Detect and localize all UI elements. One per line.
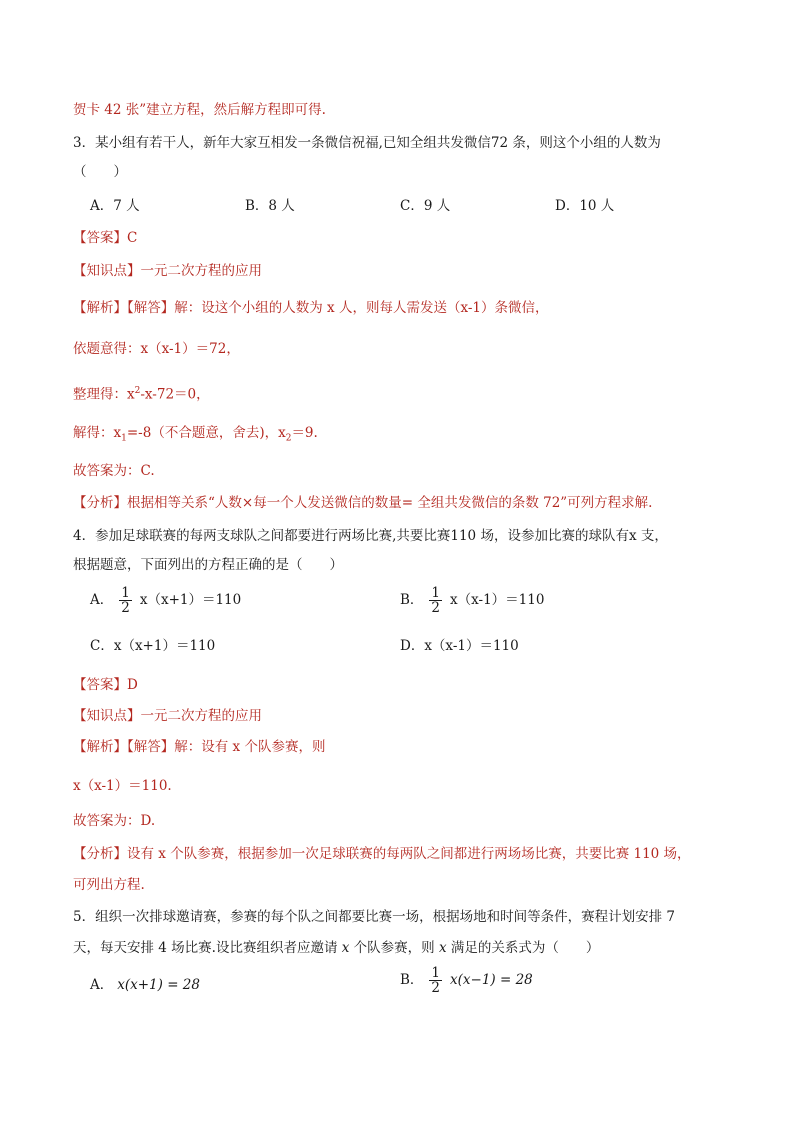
q3-fenxi: 【分析】根据相等关系“人数×每一个人发送微信的数量= 全组共发微信的条数 72”可列方程求解. [73,495,653,511]
q5-option-b: B． $\frac{1}{2}$ x(x−1) = 28 [400,965,533,996]
prev-question-tail: 贺卡 42 张”建立方程，然后解方程即可得. [73,102,326,118]
q4-conclusion: 故答案为：D. [73,813,156,829]
q5-option-b-fraction: $\frac{1}{2}$ [431,965,441,996]
q4-option-d: D．x（x-1）＝110 [400,638,519,654]
q4-fenxi-line1: 【分析】设有 x 个队参赛，根据参加一次足球联赛的每两队之间都进行两场场比赛，共要比赛 110 场， [73,846,691,862]
q5-stem-line1: 5．组织一次排球邀请赛，参赛的每个队之间都要比赛一场，根据场地和时间等条件，赛程计划安排 7 [73,909,675,925]
q4-stem-line1: 4．参加足球联赛的每两支球队之间都要进行两场比赛,共要比赛110 场，设参加比赛的球队有x 支， [73,528,668,544]
q3-step-2: 整理得：$x^2-x-72=0$， [73,386,210,403]
q3-answer: 【答案】C [73,230,138,246]
q4-analysis: 【解析】【解答】解：设有 x 个队参赛，则 [73,739,326,755]
q4-option-b-fraction: $\frac{1}{2}$ [431,585,441,616]
q3-option-d: D．10 人 [555,198,615,214]
q4-option-c: C．x（x+1）＝110 [90,638,216,654]
q4-stem-line2: 根据题意，下面列出的方程正确的是（ ） [73,557,343,573]
q3-knowledge-point: 【知识点】一元二次方程的应用 [73,263,262,279]
q4-option-a-fraction: $\frac{1}{2}$ [121,585,130,616]
q4-step-1: x（x-1）＝110. [73,778,172,794]
q3-stem-line2: （ ） [73,164,127,180]
q4-option-a: A． $\frac{1}{2}$ x（x+1）＝110 [90,585,242,616]
q3-stem-line1: 3．某小组有若干人，新年大家互相发一条微信祝福,已知全组共发微信72 条，则这个小组的人数为 [73,135,661,151]
q4-answer: 【答案】D [73,677,138,693]
q4-option-b: B． $\frac{1}{2}$ x（x-1）＝110 [400,585,545,616]
q4-knowledge-point: 【知识点】一元二次方程的应用 [73,708,262,724]
q5-stem-line2: 天，每天安排 4 场比赛.设比赛组织者应邀请 x 个队参赛，则 x 满足的关系式为（ ） [73,940,600,956]
q3-analysis: 【解析】【解答】解：设这个小组的人数为 x 人，则每人需发送（x-1）条微信， [73,300,549,316]
q4-fenxi-line2: 可列出方程. [73,877,145,893]
q3-step-1: 依题意得：x（x-1）＝72， [73,341,240,357]
q3-option-c: C．9 人 [400,198,451,214]
q3-option-a: A．7 人 [90,198,140,214]
q5-option-a: A． x(x+1) = 28 [90,977,200,993]
q3-option-b: B．8 人 [245,198,295,214]
q3-step-3: 解得：$x_1=-8$（不合题意，舍去)，$x_2=9$. [73,425,318,444]
q3-conclusion: 故答案为：C. [73,463,155,479]
